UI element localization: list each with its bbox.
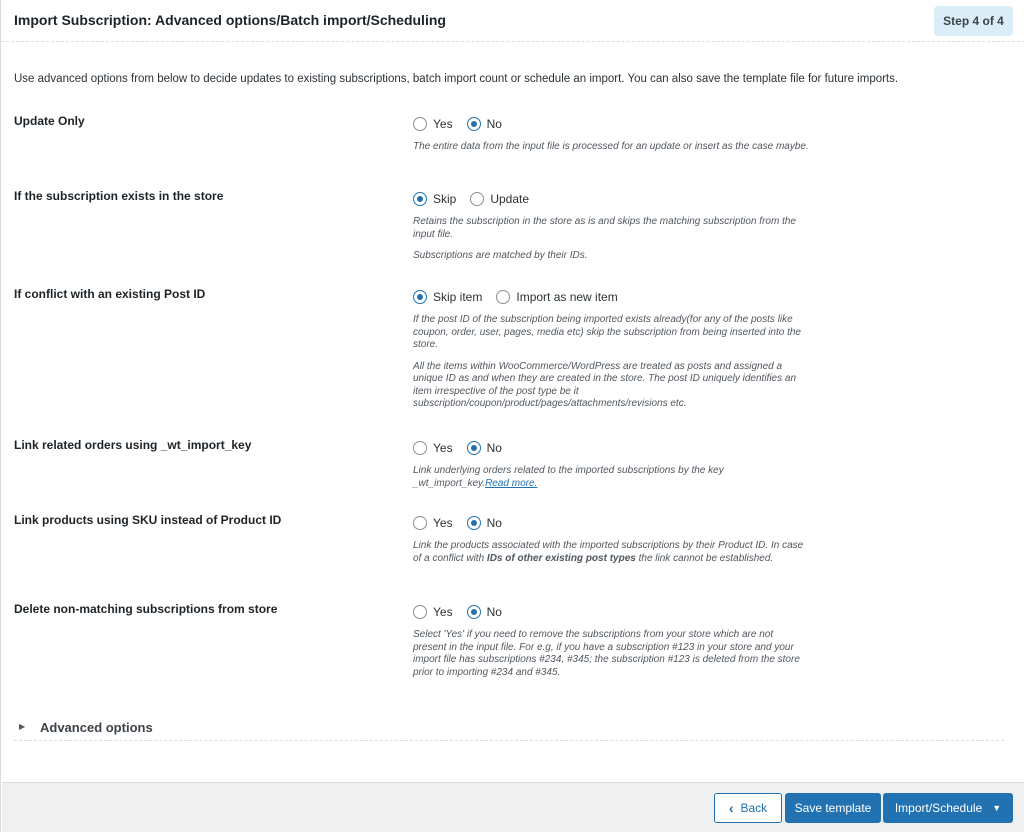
radio-circle[interactable] bbox=[413, 516, 427, 530]
back-button-label: Back bbox=[740, 801, 768, 815]
advanced-options-label: Advanced options bbox=[40, 720, 153, 735]
option-description bbox=[413, 540, 809, 565]
option-description-note: Subscriptions are matched by their IDs. bbox=[413, 250, 588, 261]
radio-label: No bbox=[486, 605, 502, 619]
radio-group bbox=[413, 439, 813, 457]
radio-circle-checked[interactable] bbox=[467, 441, 481, 455]
radio-label: Update bbox=[490, 192, 530, 206]
radio-label: Yes bbox=[433, 605, 453, 619]
option-label: Update Only bbox=[14, 114, 85, 128]
radio-label: Yes bbox=[433, 117, 453, 131]
option-description-text: the link cannot be established. bbox=[635, 552, 774, 564]
radio-yes[interactable] bbox=[413, 117, 453, 131]
save-template-button[interactable] bbox=[785, 793, 881, 823]
save-template-label: Save template bbox=[794, 801, 872, 815]
option-label: If conflict with an existing Post ID bbox=[14, 287, 206, 301]
option-description-text: Link underlying orders related to the imported subscriptions by the key _wt_import_key. bbox=[413, 465, 724, 489]
radio-label: Yes bbox=[433, 441, 453, 455]
radio-no[interactable] bbox=[467, 605, 502, 619]
option-control bbox=[413, 514, 813, 565]
radio-circle[interactable] bbox=[413, 605, 427, 619]
option-description: If the post ID of the subscription being imported exists already(for any of the posts like coupon, order, user, pages, media etc) skip the subscription from being inserted into the store. bbox=[413, 314, 801, 350]
radio-circle[interactable] bbox=[470, 192, 484, 206]
option-description: Select 'Yes' if you need to remove the subscriptions from your store which are not present in the input file. For e.g, if you have a subscription #123 in your store and your import file has subscriptions #234, #345; the subscription #123 is deleted from the store prior to importing #234 and #345. bbox=[413, 629, 800, 678]
option-description-bold: IDs of other existing post types bbox=[486, 552, 636, 564]
radio-no[interactable] bbox=[467, 117, 502, 131]
radio-circle[interactable] bbox=[413, 117, 427, 131]
read-more-link[interactable]: Read more. bbox=[485, 477, 538, 489]
radio-skip[interactable] bbox=[413, 192, 456, 206]
option-control bbox=[413, 603, 813, 679]
radio-yes[interactable] bbox=[413, 441, 453, 455]
option-description bbox=[413, 465, 809, 490]
option-control bbox=[413, 115, 813, 154]
radio-yes[interactable] bbox=[413, 516, 453, 530]
option-control bbox=[413, 439, 813, 490]
caret-down-icon: ▼ bbox=[992, 803, 1002, 813]
radio-no[interactable] bbox=[467, 441, 502, 455]
radio-circle[interactable] bbox=[413, 441, 427, 455]
footer-bar bbox=[2, 782, 1024, 832]
option-control bbox=[413, 288, 813, 411]
chevron-left-icon: ‹ bbox=[728, 800, 734, 816]
radio-label: Import as new item bbox=[516, 290, 618, 304]
radio-circle-checked[interactable] bbox=[467, 516, 481, 530]
radio-no[interactable] bbox=[467, 516, 502, 530]
option-description-text: Link the products associated with the imported subscriptions by their Product ID. In case of a conflict with bbox=[413, 540, 804, 564]
radio-circle-checked[interactable] bbox=[467, 117, 481, 131]
radio-group bbox=[413, 115, 813, 133]
option-label: Delete non-matching subscriptions from store bbox=[14, 602, 278, 616]
radio-label: Skip item bbox=[433, 290, 483, 304]
import-schedule-label: Import/Schedule bbox=[894, 801, 983, 815]
option-description: The entire data from the input file is processed for an update or insert as the case maybe. bbox=[413, 141, 809, 152]
radio-label: No bbox=[486, 516, 502, 530]
radio-circle-checked[interactable] bbox=[467, 605, 481, 619]
radio-group bbox=[413, 288, 813, 306]
option-control bbox=[413, 190, 813, 263]
radio-group bbox=[413, 190, 813, 208]
advanced-options-toggle[interactable] bbox=[14, 719, 1004, 741]
radio-label: Skip bbox=[433, 192, 457, 206]
option-label: If the subscription exists in the store bbox=[14, 189, 224, 203]
radio-skip-item[interactable] bbox=[413, 290, 482, 304]
radio-group bbox=[413, 514, 813, 532]
import-schedule-button[interactable] bbox=[883, 793, 1013, 823]
step-badge: Step 4 of 4 bbox=[934, 6, 1013, 36]
radio-group bbox=[413, 603, 813, 621]
option-description-note: All the items within WooCommerce/WordPress are treated as posts and assigned a unique ID as and when they are created in the store. The post ID uniquely identifies an item irrespective of the post type be it subscription/coupon/product/pages/attachments/revisions etc. bbox=[413, 360, 797, 409]
radio-circle-checked[interactable] bbox=[413, 290, 427, 304]
radio-yes[interactable] bbox=[413, 605, 453, 619]
radio-label: No bbox=[486, 117, 502, 131]
radio-import-new[interactable] bbox=[496, 290, 617, 304]
option-label: Link products using SKU instead of Product ID bbox=[14, 513, 282, 527]
triangle-right-icon: ▶ bbox=[19, 722, 26, 731]
page-title: Import Subscription: Advanced options/Batch import/Scheduling bbox=[14, 12, 446, 28]
page-header bbox=[1, 0, 1024, 42]
back-button[interactable] bbox=[714, 793, 782, 823]
option-label: Link related orders using _wt_import_key bbox=[14, 438, 252, 452]
option-description: Retains the subscription in the store as is and skips the matching subscription from the input file. bbox=[413, 216, 796, 240]
radio-circle-checked[interactable] bbox=[413, 192, 427, 206]
intro-text: Use advanced options from below to decide updates to existing subscriptions, batch import count or schedule an import. You can also save the template file for future imports. bbox=[14, 73, 899, 85]
radio-label: No bbox=[486, 441, 502, 455]
radio-circle[interactable] bbox=[496, 290, 510, 304]
radio-update[interactable] bbox=[470, 192, 529, 206]
radio-label: Yes bbox=[433, 516, 453, 530]
